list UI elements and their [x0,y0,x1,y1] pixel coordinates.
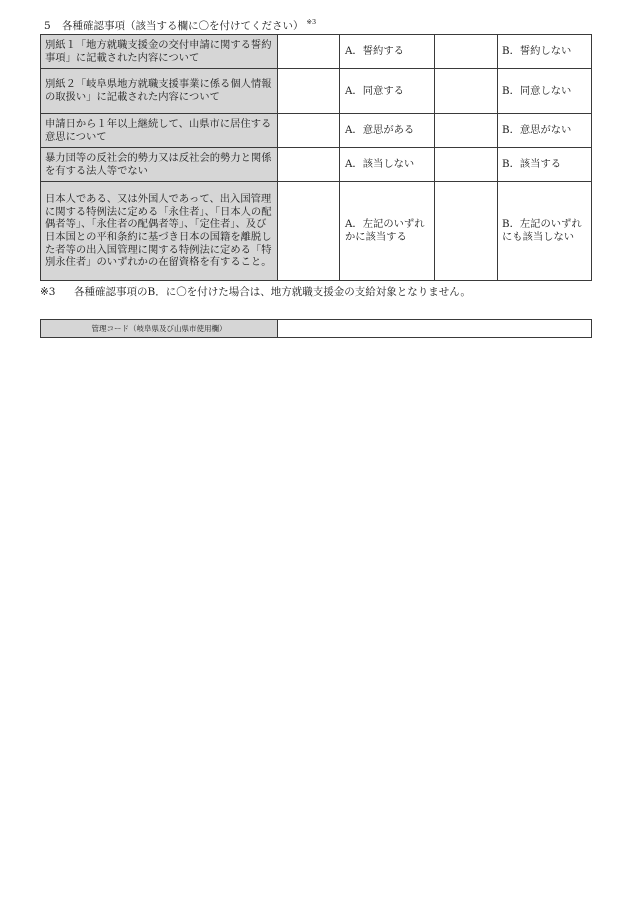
option-b-label: B．意思がない [498,114,592,148]
option-a-label: A．誓約する [340,35,435,69]
check-cell-a[interactable] [278,69,340,114]
check-cell-b[interactable] [435,148,498,182]
option-a-label: A．左記のいずれかに該当する [340,182,435,281]
option-b-label: B．誓約しない [498,35,592,69]
option-a-label: A．該当しない [340,148,435,182]
table-row [41,148,592,182]
check-cell-a[interactable] [278,114,340,148]
table-row [41,35,592,69]
item-label: 別紙２「岐阜県地方就職支援事業に係る個人情報の取扱い」に記載された内容について [41,69,278,114]
check-cell-b[interactable] [435,69,498,114]
confirmation-table [40,34,592,281]
check-cell-b[interactable] [435,182,498,281]
item-label: 申請日から１年以上継続して、山県市に居住する意思について [41,114,278,148]
section-number: 5 [44,20,51,32]
footnote [40,285,620,299]
check-cell-a[interactable] [278,148,340,182]
option-b-label: B．該当する [498,148,592,182]
option-b-label: B．同意しない [498,69,592,114]
section-heading [44,14,604,34]
option-a-label: A．意思がある [340,114,435,148]
section-note-ref: ※3 [306,18,317,26]
item-label: 日本人である、又は外国人であって、出入国管理に関する特例法に定める「永住者」、「日本人の配偶者等」、「永住者の配偶者等」、「定住者」、及び日本国との平和条約に基づき日本の国籍を離脱した者等の出入国管理に関する特例法に定める「特別永住者」のいずれかの在留資格を有すること。 [41,182,278,281]
option-a-label: A．同意する [340,69,435,114]
admin-code-field[interactable] [278,320,592,338]
check-cell-a[interactable] [278,182,340,281]
check-cell-a[interactable] [278,35,340,69]
footnote-mark: ※3 [40,286,56,298]
admin-code-label: 管理コード（岐阜県及び山県市使用欄） [41,320,278,338]
check-cell-b[interactable] [435,114,498,148]
item-label: 暴力団等の反社会的勢力又は反社会的勢力と関係を有する法人等でない [41,148,278,182]
option-b-label: B．左記のいずれにも該当しない [498,182,592,281]
table-row [41,320,592,338]
table-row [41,182,592,281]
table-row [41,114,592,148]
table-row [41,69,592,114]
check-cell-b[interactable] [435,35,498,69]
item-label: 別紙１「地方就職支援金の交付申請に関する誓約事項」に記載された内容について [41,35,278,69]
footnote-text: 各種確認事項のB．に〇を付けた場合は、地方就職支援金の支給対象となりません。 [74,286,471,298]
admin-code-table [40,319,592,338]
section-title: 各種確認事項（該当する欄に〇を付けてください） [62,20,304,32]
